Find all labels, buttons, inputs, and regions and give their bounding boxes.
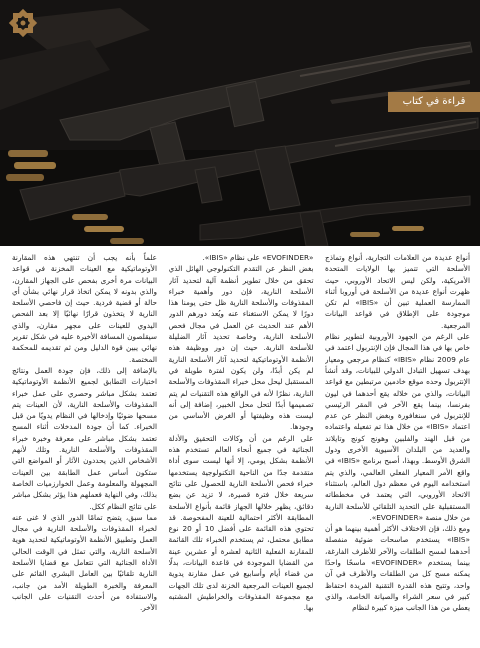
paragraph: ومع ذلك، فإن الاختلاف الأكثر أهمية بينهما هو أن «IBIS» يستخدم صاسحات ضوئية منفصلة أحدهما لمسح الطلقات والآخر للأظرف الفارغة، بينما يستخدم «EVOFINDER» ماسحًا واحدًا يمكنه مسح كل من الطلقات والأظرف في آن واحد، وتتيح هذه القدرة التقنية الفريدة احتفاظ كبير في سعر الشراء والصيانة الخاصة، والذي يعطي من هذا الجانب ميزة كبيرة لنظام bbox=[325, 524, 470, 613]
article-column-1 bbox=[325, 252, 470, 640]
paragraph: أنواع عديدة من العلامات التجارية، أنواع وتماذج الأسلحة التي تتميز بها الولايات المتحدة الأمريكية، ولكن ليس الاتحاد الأوروبي، حيث ظهرت أنواع عديدة من الأسلحة في أوروبا أثناء الممارسة العملية تبين أن «IBIS» لم تكن موجودة على الإطلاق في قواعد البيانات المرجعية. bbox=[325, 253, 470, 330]
paragraph: مما سبق، يتضح تمامًا الدور الذي لا غنى عنه لخبراء المقذوفات والأسلحة النارية في مجال العمل وتطبيق الأنظمة الأوتوماتيكية لتحديد هوية الأسلحة النارية، والتي تمثل في الوقت الحالي الأداة الجنائية التي تتعامل مع قضايا الأسلحة النارية تلقائيًا بين العامل البشري القائم على المعرفة والخبرة الطويلة الأمد من جانب، والاستفادة من أحدث التقنيات على الجانب الآخر. bbox=[12, 512, 157, 613]
paragraph: على الرغم من أن وكالات التحقيق والأدلة الجنائية في جميع أنحاء العالم تستخدم هذه الأنظمة بشكل يومي، إلا أنها ليست سوى أداة متقدمة جدًا من الناحية التكنولوجية يستخدمها خبراء فحص الأسلحة النارية للحصول على نتائج سريعة خلال فترة قصيرة، لا تزيد عن بضع دقائق، يظهر خلالها الجهاز قائمة بأنواع الأسلحة المطابقة الأكثر احتمالية للعينة المفحوصة. قد تحتوي هذه القائمة على أفضل 10 أو 20 نوع مطابق محتمل، ثم يستخدم الخبراء تلك القائمة للمقارنة الفعلية الثانية لعشرة أو عشرين عينة من القضايا الموجودة في قاعدة البيانات، بدلًا من قضاء أيام وأسابيع في عمل مقارنة يدوية لجميع العينات المرجعية الخزنة لدى تلك الجهات مع مجموعة المقذوفات والخراطيش المشتبه بها. bbox=[168, 433, 314, 613]
rifles-illustration bbox=[0, 0, 480, 246]
paragraph: علماً بأنه يجب أن تنتهي هذه المقارنة الأوتوماتيكية مع العينات المخزنة في قواعد البيانات مرة أخرى بفحص على الجهاز المقارن، والذي بدونه لا يمكن اتخاذ قرار نهائي بشأن أي حالة أو قضية فردية. حيث إن فاحصي الأسلحة النارية لا يتخذون قرارًا نهائيًا إلا بعد الفحص اليدوي للعينات على مجهر مقارن، والذي سيقلصون المسافة الأخيرة عليه في شكل تقرير نهائي يبين قوة الدليل ومن ثم تقديمه للمحكمة المختصة. bbox=[12, 253, 157, 364]
hero-photo bbox=[0, 0, 480, 246]
article-body bbox=[12, 252, 470, 640]
section-badge: قراءة في كتاب bbox=[388, 92, 480, 112]
article-column-3 bbox=[12, 252, 157, 640]
paragraph: بغض النظر عن التقدم التكنولوجي الهائل الذي تحقق من خلال تطوير أنظمة آلية لتحديد آثار الأسلحة النارية، فإن دور وأهمية خبراء المقذوفات والأسلحة النارية ظل حتى يومنا هذا دورًا لا يمكن الاستغناء عنه ويُعد دورهم الدور الأهم عند الحديث عن العمل في مجال فحص الأسلحة النارية، وخاصة تحديد آثار الضليلة للأسلحة النارية. حيث إن دور ووظيفة هذه الأنظمة الأوتوماتيكية لتحديد آثار الأسلحة النارية لم يكن أبدًا، ولن يكون لفترة طويلة في المستقبل ليحل محل خبراء المقذوفات والأسلحة النارية، نظرًا لأنه في الواقع هذه التقنيات لم يتم تصميمها أبدًا لتحل محل الخبير، إضافة إلى أنه ليست هذه وظيفتها أو الغرض الأساسي من وجودها. bbox=[168, 264, 314, 432]
eight-point-star-emblem-icon bbox=[0, 0, 46, 46]
paragraph: على الرغم من الجهود الأوروبية لتطوير نظام خاص بها في هذا المجال فإن الإنتربول اعتمد في عام 2009 نظام «IBIS» كنظام مرجعي ومعيار بهدف تسهيل التبادل الدولي للبيانات، وقد أنشأ الإنتربول وحده موقع خادمين مرتبطين مع قواعد البيانات، والذي من خلاله يقع أحدهما في ليون بفرنسا، بينما يقع الآخر في المقر الرئيسي للإنتربول في سنغافورة وبغض النظر عن عدم اعتماد «IBIS» من خلال هذا تم تفعيله واعتماده من قبل الهند والفلبين وهونج كونج وتايلاند والعديد من البلدان الآسيوية الأخرى ودول الشرق الأوسط. وبهذا، أصبح برنامج «IBIS» في واقع الأمر المعيار الفعلي العالمي، والذي يتم استخدامه اليوم في معظم دول العالم، باستثناء الاتحاد الأوروبي، التي يعتمد في مخططاته المستقبلية على التحديد التلقائي للأسلحة النارية من خلال منصة «EVOFINDER». bbox=[325, 332, 470, 522]
paragraph: «EVOFINDER» على نظام «IBIS». bbox=[202, 253, 314, 262]
article-column-2 bbox=[169, 252, 314, 640]
paragraph: بالإضافة إلى ذلك، فإن جودة العمل ونتائج اختبارات التطابق لجميع الأنظمة الأوتوماتيكية تعتمد بشكل مباشر وحصري على عمل خبراء المقذوفات والأسلحة النارية، لأن العينات يتم مسحها ضوئيًا وإدخالها في النظام يدويًا من قبل الخبراء. كما أن جودة المدخلات أثناء المسح تعتمد بشكل مباشر على معرفة وخبرة خبراء المقذوفات والأسلحة النارية. وتلك لأنهم الأشخاص الذين يحددون الآثار أو المواضع التي ستكون أساس عمل الطابقة بين العينات المجهولة والمعلومة وعمل الخوارزميات الخاصة بذلك، وفي النهاية فعملهم هذا يؤثر بشكل مباشر على نتائج النظام ككل. bbox=[12, 365, 157, 511]
